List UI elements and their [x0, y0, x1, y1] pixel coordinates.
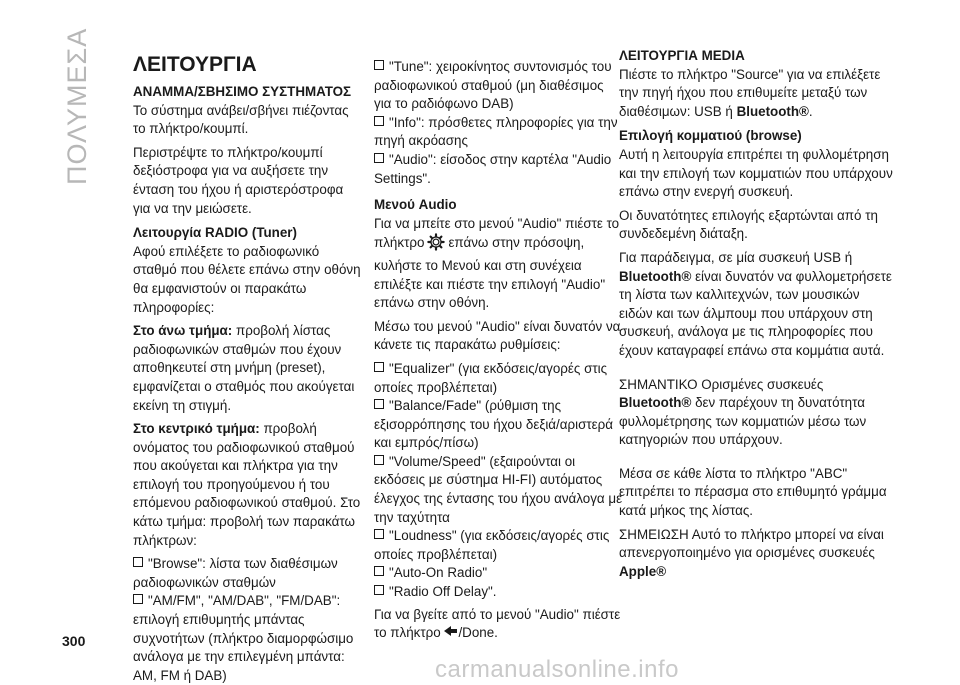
- important-note: [619, 376, 894, 450]
- radio-heading: Λειτουργία RADIO (Tuner): [133, 225, 297, 241]
- column-1: [133, 53, 363, 685]
- apple-note-a: ΣΗΜΕΙΩΣΗ Αυτό το πλήκτρο μπορεί να είναι απενεργοποιημένο για ορισμένες συσκευές: [619, 526, 884, 561]
- bullet-amfm: "AM/FM", "AM/DAB", "FM/DAB": επιλογή επιθυμητής μπάντας συχνοτήτων (πλήκτρο διαμορφώσιμο ανάλογα με την επιλεγμένη μπάντα: AM, FM ή DAB): [133, 593, 354, 683]
- bullet-auto-on: "Auto-On Radio": [389, 565, 488, 581]
- exit-text: [374, 606, 624, 643]
- example-text: [619, 249, 894, 361]
- abc-text: Μέσα σε κάθε λίστα το πλήκτρο "ABC" επιτρέπει το πέρασμα στο επιθυμητό γράμμα κατά μήκος της λίστας.: [619, 465, 887, 519]
- checkbox-bullet-icon: [374, 529, 384, 539]
- checkbox-bullet-icon: [133, 594, 143, 604]
- center-section-label: Στο κεντρικό τμήμα:: [133, 421, 260, 437]
- center-section-body: προβολή ονόματος του ραδιοφωνικού σταθμού που ακούγεται και πλήκτρα για την επιλογή του προηγούμενου ή του επόμενου ραδιοφωνικού σταθμού. Στο κάτω τμήμα: προβολή των παρακάτω πλήκτρων:: [133, 421, 361, 548]
- bullet-off-delay: "Radio Off Delay".: [389, 584, 497, 600]
- bullet-tune: "Tune": χειροκίνητος συντονισμός του ραδιοφωνικού σταθμού (μη διαθέσιμος για το ραδιόφωνο DAB): [374, 59, 612, 112]
- column-3: [619, 47, 894, 586]
- radio-text: Αφού επιλέξετε το ραδιοφωνικό σταθμό που θέλετε επάνω στην οθόνη θα εμφανιστούν οι παρακάτω πληροφορίες:: [133, 243, 361, 315]
- top-section-label: Στο άνω τμήμα:: [133, 323, 233, 339]
- important-note-a: ΣΗΜΑΝΤΙΚΟ Ορισμένες συσκευές: [619, 376, 824, 392]
- top-section-text: [133, 322, 363, 415]
- back-arrow-icon: [444, 625, 458, 640]
- power-text: Το σύστημα ανάβει/σβήνει πιέζοντας το πλήκτρο/κουμπί.: [133, 102, 349, 137]
- exit-text-a: Για να βγείτε από το μενού "Audio" πιέστε το πλήκτρο: [374, 606, 621, 641]
- audio-menu-text-a: Για να μπείτε στο μενού "Audio" πιέστε το πλήκτρο: [374, 215, 620, 251]
- center-section-text: [133, 420, 363, 550]
- media-text: [619, 66, 894, 122]
- top-section-body: προβολή λίστας ραδιοφωνικών σταθμών που έχουν αποθηκευτεί στη μνήμη (preset), εμφανίζεται ο σταθμός που ακούγεται εκείνη τη στιγμή.: [133, 323, 355, 413]
- checkbox-bullet-icon: [374, 153, 384, 163]
- list-item: [133, 592, 363, 685]
- list-item: [374, 527, 624, 564]
- track-text: Αυτή η λειτουργία επιτρέπει τη φυλλομέτρηση και την επιλογή των κομματιών που υπάρχουν επάνω στην ενεργή συσκευή.: [619, 146, 893, 200]
- list-item: [374, 151, 624, 188]
- list-item: [374, 397, 624, 453]
- side-section-title: ΠΟΛΥΜΕΣΑ: [62, 27, 92, 185]
- bullet-volume-speed: "Volume/Speed" (εξαιρούνται οι εκδόσεις με σύστημα HI-FI) αυτόματος έλεγχος της έντασης του ήχου ανάλογα με την ταχύτητα: [374, 453, 623, 525]
- media-heading: ΛΕΙΤΟΥΡΓΙΑ MEDIA: [619, 48, 745, 63]
- options-text: Οι δυνατότητες επιλογής εξαρτώνται από τη συνδεδεμένη διάταξη.: [619, 207, 878, 242]
- apple-note: [619, 526, 894, 582]
- watermark: carmanualsonline.info: [435, 656, 679, 683]
- checkbox-bullet-icon: [374, 455, 384, 465]
- exit-text-b: /Done.: [458, 625, 498, 641]
- volume-text: Περιστρέψτε το πλήκτρο/κουμπί δεξιόστροφα για να αυξήσετε την ένταση του ήχου ή αριστερόστροφα για να την μειώσετε.: [133, 144, 344, 216]
- track-heading: Επιλογή κομματιού (browse): [619, 128, 802, 144]
- example-text-b: είναι δυνατόν να φυλλομετρήσετε τη λίστα των καλλιτεχνών, των μουσικών ειδών και των άλμπουμ που υπάρχουν στη συσκευή, ανάλογα με τις πληροφορίες που έχουν καταγραφεί επάνω στα κομμάτια αυτά.: [619, 268, 892, 358]
- checkbox-bullet-icon: [374, 585, 384, 595]
- audio-menu-text: [374, 215, 624, 313]
- column-2: [374, 58, 624, 648]
- example-text-a: Για παράδειγμα, σε μία συσκευή USB ή: [619, 249, 853, 265]
- list-item: [374, 58, 624, 114]
- side-section-tab: [62, 27, 102, 195]
- audio-menu-heading: Μενού Audio: [374, 197, 457, 213]
- list-item: [133, 555, 363, 592]
- checkbox-bullet-icon: [374, 60, 384, 70]
- media-bluetooth: Bluetooth®: [736, 103, 809, 119]
- bullet-balance: "Balance/Fade" (ρύθμιση της εξισορρόπησης του ήχου δεξιά/αριστερά και εμπρός/πίσω): [374, 398, 613, 451]
- page-number: 300: [62, 633, 86, 649]
- audio-settings-text: Μέσω του μενού "Audio" είναι δυνατόν να κάνετε τις παρακάτω ρυθμίσεις:: [374, 318, 621, 353]
- important-bluetooth: Bluetooth®: [619, 395, 692, 411]
- list-item: [374, 453, 624, 527]
- gear-icon: [427, 233, 445, 257]
- bullet-equalizer: "Equalizer" (για εκδόσεις/αγορές στις οποίες προβλέπεται): [374, 360, 608, 395]
- list-item: [374, 583, 624, 602]
- media-text-end: .: [808, 103, 813, 119]
- apple-brand: Apple®: [619, 563, 667, 579]
- bullet-loudness: "Loudness" (για εκδόσεις/αγορές στις οποίες προβλέπεται): [374, 528, 610, 562]
- bullet-info: "Info": πρόσθετες πληροφορίες για την πηγή ακρόασης: [374, 114, 618, 149]
- checkbox-bullet-icon: [374, 116, 384, 126]
- bullet-audio: "Audio": είσοδος στην καρτέλα "Audio Settings".: [374, 151, 612, 186]
- checkbox-bullet-icon: [374, 399, 384, 409]
- checkbox-bullet-icon: [374, 566, 384, 576]
- list-item: [374, 564, 624, 583]
- media-text-a: Πιέστε το πλήκτρο "Source" για να επιλέξετε την πηγή ήχου που επιθυμείτε μεταξύ των διαθέσιμων: USB ή: [619, 66, 881, 119]
- important-note-b: δεν παρέχουν τη δυνατότητα φυλλομέτρησης των κομματιών μέσω των κατηγοριών που υπάρχουν.: [619, 395, 867, 448]
- list-item: [374, 360, 624, 397]
- checkbox-bullet-icon: [374, 362, 384, 372]
- list-item: [374, 114, 624, 151]
- bullet-browse: "Browse": λίστα των διαθέσιμων ραδιοφωνικών σταθμών: [133, 556, 338, 590]
- section-heading: ΛΕΙΤΟΥΡΓΙΑ: [133, 53, 257, 76]
- checkbox-bullet-icon: [133, 557, 143, 567]
- power-heading: ΑΝΑΜΜΑ/ΣΒΗΣΙΜΟ ΣΥΣΤΗΜΑΤΟΣ: [133, 84, 352, 99]
- example-bluetooth: Bluetooth®: [619, 268, 692, 284]
- audio-menu-text-b: επάνω στην πρόσοψη, κυλήστε το Μενού και στη συνέχεια επιλέξτε και πιέστε την επιλογή "Audio" επάνω στην οθόνη.: [374, 235, 606, 311]
